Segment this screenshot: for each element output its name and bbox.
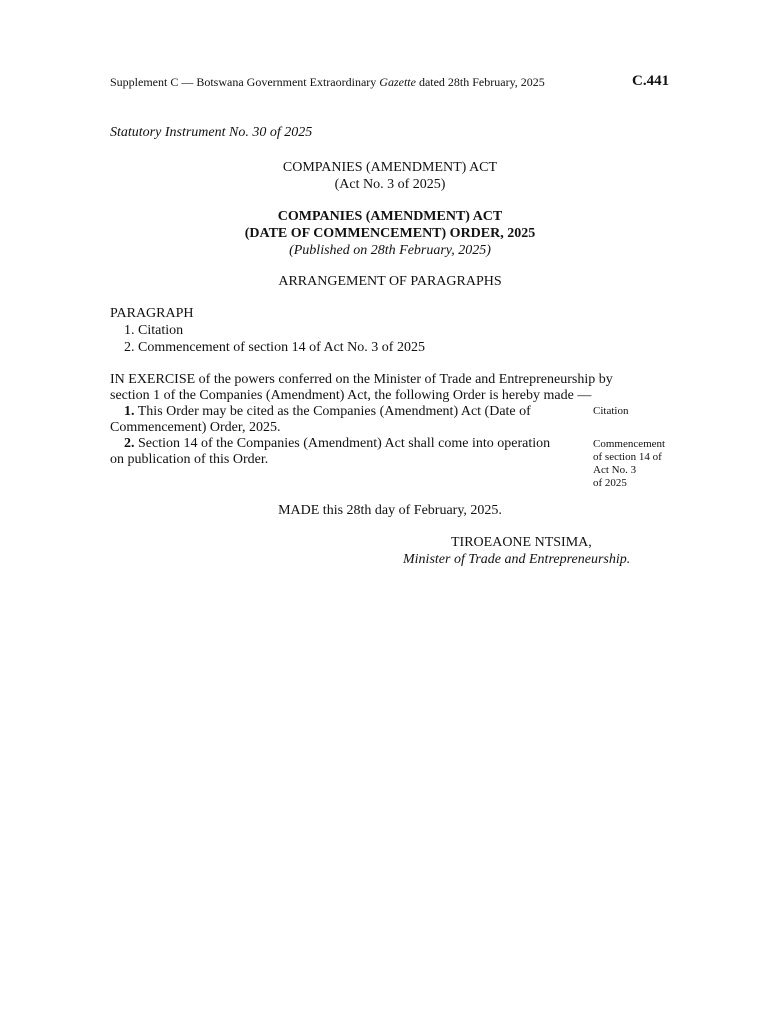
act-heading <box>110 159 670 193</box>
arrangement-list <box>110 305 425 356</box>
order-heading <box>110 208 670 259</box>
paragraph-2 <box>110 436 582 468</box>
paragraph-1-line1: This Order may be cited as the Companies (Amendment) Act (Date of <box>137 404 531 419</box>
order-title-line1: COMPANIES (AMENDMENT) ACT <box>277 209 503 224</box>
paragraph-label: PARAGRAPH <box>110 306 194 321</box>
paragraph-1-number: 1. <box>124 404 135 419</box>
preamble-line2: section 1 of the Companies (Amendment) Act, the following Order is hereby made — <box>110 388 592 403</box>
order-title-line2: (DATE OF COMMENCEMENT) ORDER, 2025 <box>244 226 536 241</box>
arrangement-heading: ARRANGEMENT OF PARAGRAPHS <box>278 274 502 289</box>
paragraph-2-line1: Section 14 of the Companies (Amendment) Act shall come into operation <box>138 436 551 451</box>
published-date: (Published on 28th February, 2025) <box>289 243 491 258</box>
header-gazette-word: Gazette <box>379 75 416 89</box>
page-number: C.441 <box>632 73 670 89</box>
signatory-name: TIROEAONE NTSIMA, <box>451 535 592 550</box>
margin-note-line4: of 2025 <box>593 477 627 489</box>
paragraph-1-line2: Commencement) Order, 2025. <box>110 420 281 435</box>
act-number: (Act No. 3 of 2025) <box>334 177 446 192</box>
signatory-title: Minister of Trade and Entrepreneurship. <box>403 552 631 567</box>
toc-item-commencement: 2. Commencement of section 14 of Act No. 3 of 2025 <box>124 340 425 355</box>
margin-note-line1: Commencement <box>593 438 666 450</box>
margin-note-line2: of section 14 of <box>593 451 662 463</box>
act-title: COMPANIES (AMENDMENT) ACT <box>282 160 498 175</box>
margin-note-citation-text: Citation <box>593 405 629 417</box>
statutory-instrument-number: Statutory Instrument No. 30 of 2025 <box>110 125 313 140</box>
paragraph-2-line2: on publication of this Order. <box>110 452 269 467</box>
preamble-line1: IN EXERCISE of the powers conferred on the Minister of Trade and Entrepreneurship by <box>110 372 613 387</box>
header-text-end: dated 28th February, 2025 <box>415 75 545 89</box>
running-header <box>110 75 545 90</box>
paragraph-1 <box>110 404 582 436</box>
header-text-start: Supplement C — Botswana Government Extraordinary <box>110 75 380 89</box>
paragraph-2-number: 2. <box>124 436 135 451</box>
margin-note-line3: Act No. 3 <box>593 464 637 476</box>
toc-item-citation: 1. Citation <box>124 323 184 338</box>
margin-note-commencement <box>593 438 665 490</box>
made-date: MADE this 28th day of February, 2025. <box>278 503 502 518</box>
margin-note-citation <box>593 405 628 418</box>
preamble <box>110 372 672 404</box>
